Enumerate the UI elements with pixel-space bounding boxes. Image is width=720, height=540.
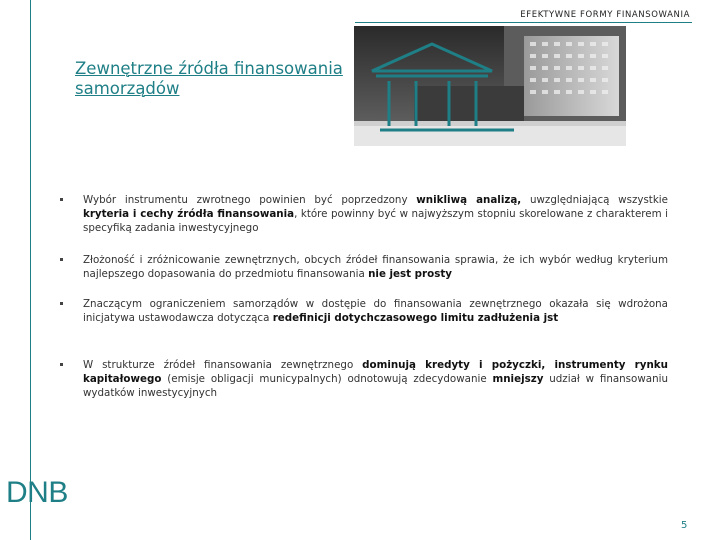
bullet-emphasis: wnikliwą analizą,	[416, 194, 522, 206]
bullet-emphasis: nie jest prosty	[368, 268, 452, 280]
bullet-segment: (emisje obligacji municypalnych) odnotowują zdecydowanie	[161, 373, 493, 385]
bullet-marker	[60, 302, 63, 305]
bullet-segment: Znaczącym ograniczeniem samorządów w dostępie do finansowania zewnętrznego okazała się wdrożona inicjatywa ustawodawcza dotycząca	[83, 298, 668, 324]
bullet-marker	[60, 258, 63, 261]
bullet-emphasis: dominują kredyty i pożyczki, instrumenty rynku kapitałowego	[83, 359, 668, 385]
bullet-text	[83, 297, 668, 325]
bullet-segment: Wybór instrumentu zwrotnego powinien być poprzedzony	[83, 194, 417, 206]
page-title: Zewnętrzne źródła finansowania samorządów	[75, 59, 343, 98]
header-rule	[355, 22, 692, 23]
bullet-segment: , które powinny być w najwyższym stopniu skorelowane z charakterem i specyfiką zadania inwestycyjnego	[83, 208, 669, 234]
section-header: EFEKTYWNE FORMY FINANSOWANIA	[520, 10, 690, 20]
left-vertical-rule	[30, 0, 31, 540]
page-number: 5	[681, 520, 688, 531]
bullet-emphasis: redefinicji dotychczasowego limitu zadłużenia jst	[272, 312, 559, 324]
building-photo	[354, 26, 626, 146]
bullet-text	[83, 253, 668, 281]
bullet-segment: udział w finansowaniu wydatków inwestycyjnych	[83, 373, 668, 399]
bullet-marker	[60, 363, 63, 366]
bullet-segment: uwzględniającą wszystkie	[521, 194, 669, 206]
bullet-segment: W strukturze źródeł finansowania zewnętrznego	[83, 359, 363, 371]
bullet-emphasis: mniejszy	[492, 373, 544, 385]
building-illustration	[354, 26, 626, 146]
bullet-text	[83, 358, 668, 400]
bullet-marker	[60, 198, 63, 201]
bullet-segment: Złożoność i zróżnicowanie zewnętrznych, obcych źródeł finansowania sprawia, że ich wybór według kryterium najlepszego dopasowania do przedmiotu finansowania	[83, 254, 668, 280]
bullet-emphasis: kryteria i cechy źródła finansowania	[83, 208, 295, 220]
dnb-logo: DNB	[6, 476, 68, 509]
bullet-text	[83, 193, 668, 235]
